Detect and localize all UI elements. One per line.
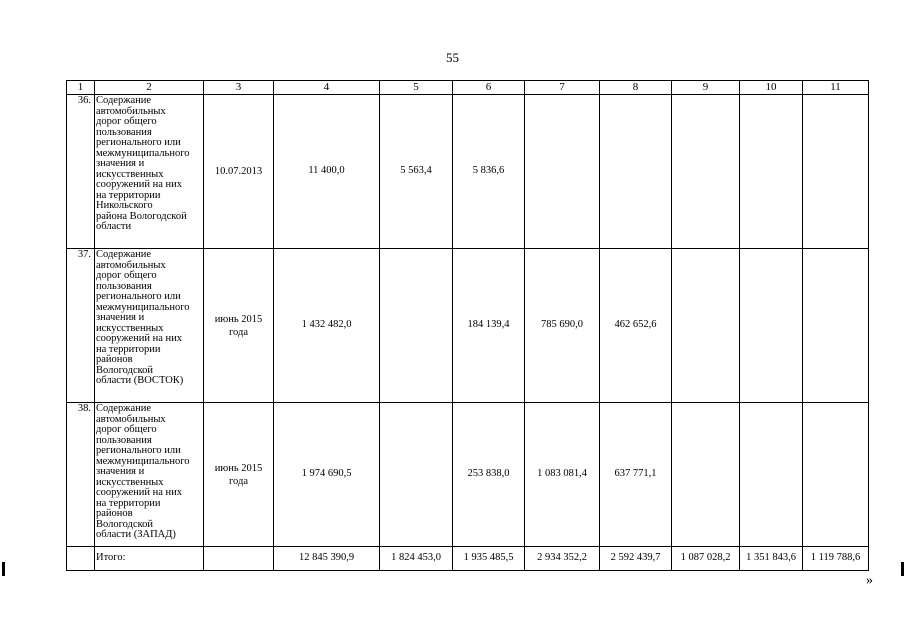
total-col9: 1 087 028,2: [672, 547, 740, 571]
row-name: Содержание автомобильных дорог общего пользования регионального или межмуниципального значения и искусственных сооружений на них на территории районов Вологодской области (ВОСТОК): [95, 249, 204, 403]
cell-col8: 637 771,1: [600, 403, 672, 547]
cell-col8: 462 652,6: [600, 249, 672, 403]
cell-col7: 1 083 081,4: [525, 403, 600, 547]
column-header: 9: [672, 81, 740, 95]
total-label: Итого:: [95, 547, 204, 571]
row-name: Содержание автомобильных дорог общего пользования регионального или межмуниципального значения и искусственных сооружений на них на территории районов Вологодской области (ЗАПАД): [95, 403, 204, 547]
total-col8: 2 592 439,7: [600, 547, 672, 571]
cell-col11: [803, 95, 869, 249]
total-col11: 1 119 788,6: [803, 547, 869, 571]
total-date-cell: [204, 547, 274, 571]
right-edge-mark: [901, 562, 904, 576]
cell-col4: 1 432 482,0: [274, 249, 380, 403]
row-number: 38.: [67, 403, 95, 547]
left-edge-mark: [2, 562, 5, 576]
cell-col5: 5 563,4: [380, 95, 453, 249]
row-number: 37.: [67, 249, 95, 403]
cell-col11: [803, 249, 869, 403]
total-col10: 1 351 843,6: [740, 547, 803, 571]
total-col6: 1 935 485,5: [453, 547, 525, 571]
row-date: июнь 2015 года: [204, 249, 274, 403]
cell-col10: [740, 403, 803, 547]
total-col4: 12 845 390,9: [274, 547, 380, 571]
table-row: [67, 95, 869, 249]
column-header: 11: [803, 81, 869, 95]
budget-table: [66, 80, 869, 571]
cell-col10: [740, 95, 803, 249]
column-header: 8: [600, 81, 672, 95]
column-header: 5: [380, 81, 453, 95]
table-row: [67, 403, 869, 547]
cell-col4: 1 974 690,5: [274, 403, 380, 547]
closing-quote-mark: »: [866, 573, 873, 588]
total-row: [67, 547, 869, 571]
row-number: 36.: [67, 95, 95, 249]
row-date: июнь 2015 года: [204, 403, 274, 547]
cell-col9: [672, 249, 740, 403]
row-date: 10.07.2013: [204, 95, 274, 249]
cell-col9: [672, 95, 740, 249]
cell-col9: [672, 403, 740, 547]
cell-col5: [380, 403, 453, 547]
cell-col7: [525, 95, 600, 249]
cell-col6: 253 838,0: [453, 403, 525, 547]
header-row: [67, 81, 869, 95]
total-col7: 2 934 352,2: [525, 547, 600, 571]
column-header: 3: [204, 81, 274, 95]
column-header: 6: [453, 81, 525, 95]
cell-col5: [380, 249, 453, 403]
column-header: 4: [274, 81, 380, 95]
column-header: 2: [95, 81, 204, 95]
row-name: Содержание автомобильных дорог общего пользования регионального или межмуниципального значения и искусственных сооружений на них на территории Никольского района Вологодской области: [95, 95, 204, 249]
cell-col6: 5 836,6: [453, 95, 525, 249]
cell-col11: [803, 403, 869, 547]
page-number: 55: [446, 50, 459, 65]
column-header: 1: [67, 81, 95, 95]
column-header: 10: [740, 81, 803, 95]
total-col5: 1 824 453,0: [380, 547, 453, 571]
column-header: 7: [525, 81, 600, 95]
cell-col10: [740, 249, 803, 403]
cell-col6: 184 139,4: [453, 249, 525, 403]
cell-col7: 785 690,0: [525, 249, 600, 403]
cell-col8: [600, 95, 672, 249]
total-number-cell: [67, 547, 95, 571]
table-row: [67, 249, 869, 403]
cell-col4: 11 400,0: [274, 95, 380, 249]
